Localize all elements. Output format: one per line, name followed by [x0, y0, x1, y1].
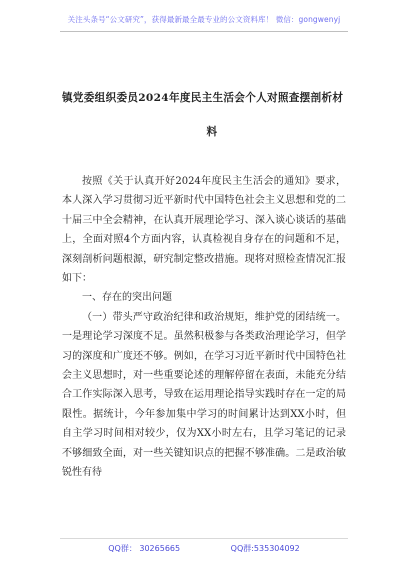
title-line-1: 镇党委组织委员2024年度民主生活会个人对照查摆剖析材	[62, 92, 344, 104]
top-banner: 关注头条号“公文研究”，获得最新最全最专业的公文资料库！ 微信：gongwenyj	[67, 15, 341, 24]
section-heading: 一、存在的突出问题	[82, 292, 172, 304]
footer-divider	[60, 538, 348, 539]
document-body	[62, 172, 346, 483]
header-divider	[60, 31, 348, 32]
section-paragraph: （一）带头严守政治纪律和政治规矩，维护党的团结统一。一是理论学习深度不足。虽然积极参与各类政治理论学习，但学习的深度和广度还不够。例如，在学习习近平新时代中国特色社会主义思想时，对一些重要论述的理解停留在表面，未能充分结合工作实际深入思考，导致在运用理论指导实践时存在一定的局限性。据统计，今年参加集中学习的时间累计达到XX小时，但自主学习时间相对较少，仅为XX小时左右，且学习笔记的记录不够细致全面，对一些关键知识点的把握不够准确。二是政治敏锐性有待	[62, 311, 346, 479]
footer-qq-group-2: QQ群:535304092	[230, 544, 300, 553]
footer	[0, 543, 408, 554]
footer-qq-group-1: QQ群： 30265665	[108, 544, 181, 553]
title-line-2: 料	[206, 126, 218, 138]
document-title	[62, 81, 362, 149]
intro-paragraph: 按照《关于认真开好2024年度民主生活会的通知》要求，本人深入学习贯彻习近平新时代中国特色社会主义思想和党的二十届三中全会精神，在认真开展理论学习、深入谈心谈话的基础上，全面对照4个方面内容，认真检视自身存在的问题和不足，深刻剖析问题根源，研究制定整改措施。现将对照检查情况汇报如下：	[62, 176, 346, 285]
